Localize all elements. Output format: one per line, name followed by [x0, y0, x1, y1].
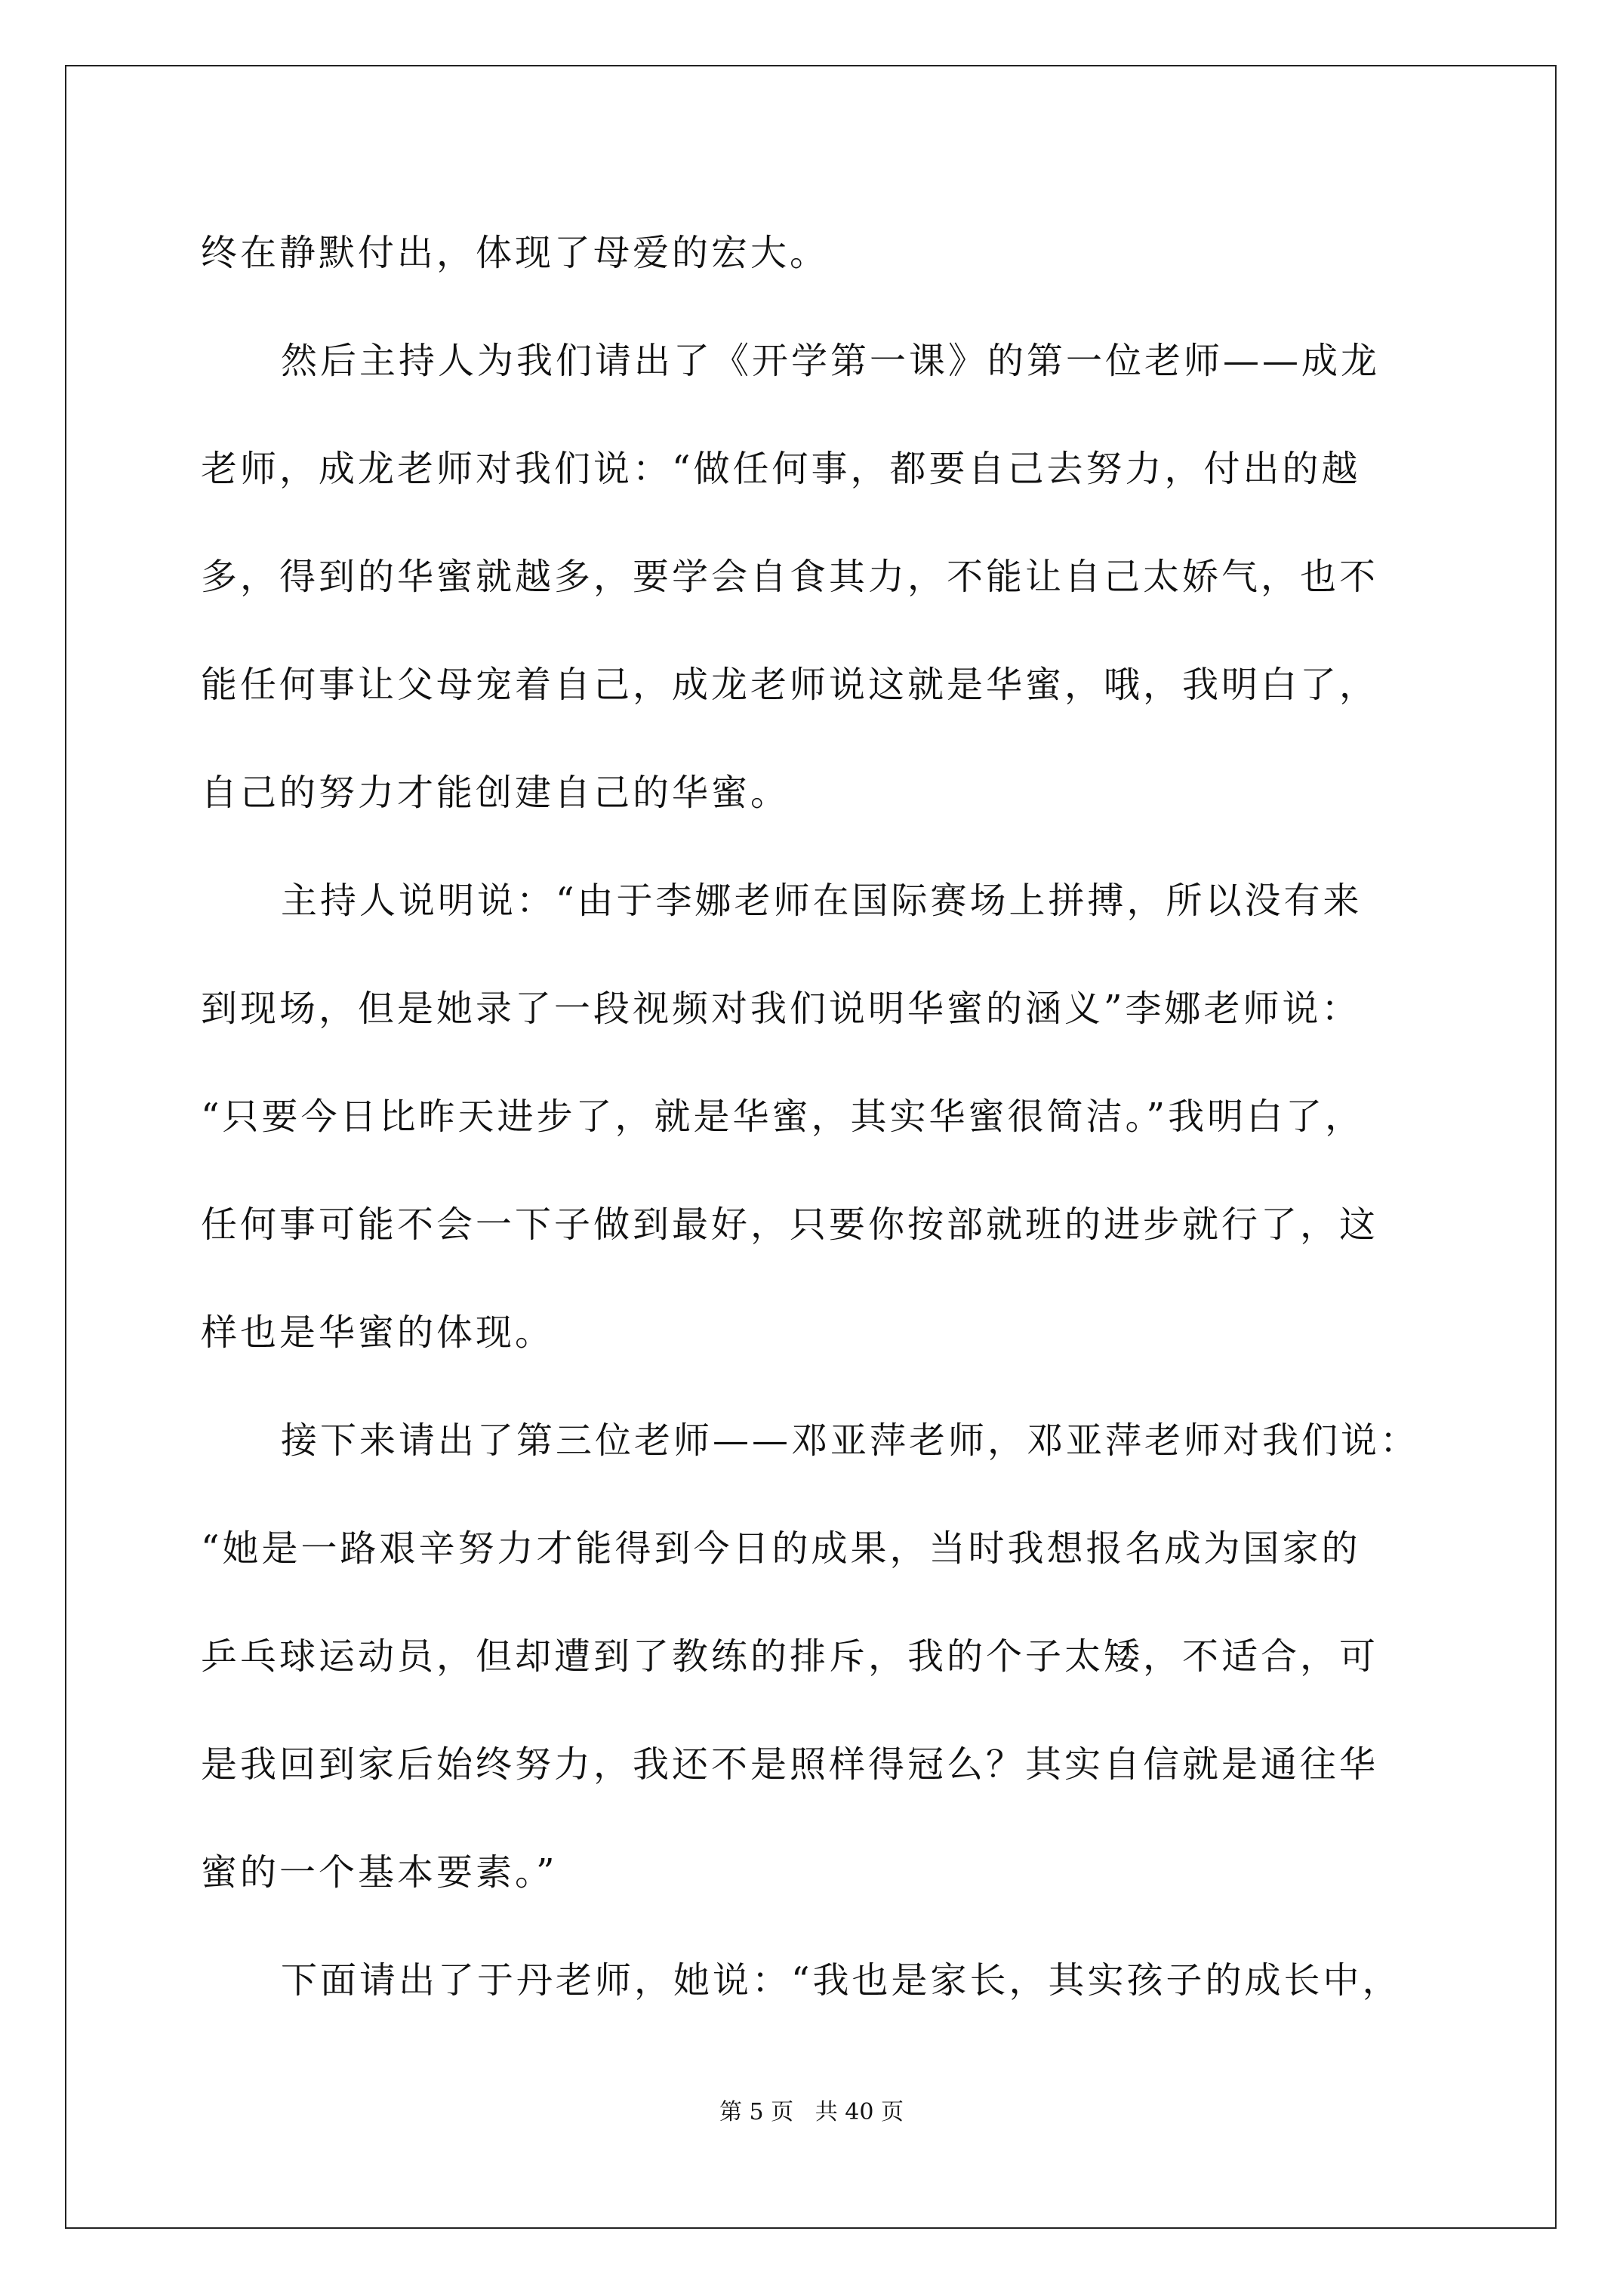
text-line-15: 是我回到家后始终努力，我还不是照样得冠么？其实自信就是通往华	[201, 1743, 1379, 1786]
text-line-9: “只要今日比昨天进步了，就是华蜜，其实华蜜很简洁。”我明白了，	[201, 1096, 1365, 1138]
text-line-13: “她是一路艰辛努力才能得到今日的成果，当时我想报名成为国家的	[201, 1527, 1361, 1570]
text-line-8: 到现场，但是她录了一段视频对我们说明华蜜的涵义”李娜老师说：	[201, 988, 1361, 1030]
text-line-11: 样也是华蜜的体现。	[201, 1311, 555, 1354]
text-line-17: 下面请出了于丹老师，她说：“我也是家长，其实孩子的成长中，	[281, 1959, 1402, 2002]
page-footer: 第 5 页 共 40 页	[719, 2099, 904, 2125]
page-border	[65, 65, 1557, 2229]
text-line-10: 任何事可能不会一下子做到最好，只要你按部就班的进步就行了，这	[201, 1203, 1379, 1246]
text-line-7: 主持人说明说：“由于李娜老师在国际赛场上拼搏，所以没有来	[281, 880, 1363, 922]
text-line-4: 多，得到的华蜜就越多，要学会自食其力，不能让自己太娇气，也不	[201, 556, 1379, 598]
text-line-16: 蜜的一个基本要素。”	[201, 1851, 558, 1894]
text-line-3: 老师，成龙老师对我们说：“做任何事，都要自己去努力，付出的越	[201, 448, 1361, 490]
text-line-5: 能任何事让父母宠着自己，成龙老师说这就是华蜜，哦，我明白了，	[201, 664, 1379, 706]
text-line-2: 然后主持人为我们请出了《开学第一课》的第一位老师——成龙	[281, 340, 1381, 382]
text-line-6: 自己的努力才能创建自己的华蜜。	[201, 772, 790, 814]
text-line-12: 接下来请出了第三位老师——邓亚萍老师，邓亚萍老师对我们说：	[281, 1419, 1420, 1462]
text-line-1: 终在静默付出，体现了母爱的宏大。	[201, 232, 830, 274]
text-line-14: 乒乓球运动员，但却遭到了教练的排斥，我的个子太矮，不适合，可	[201, 1635, 1379, 1678]
